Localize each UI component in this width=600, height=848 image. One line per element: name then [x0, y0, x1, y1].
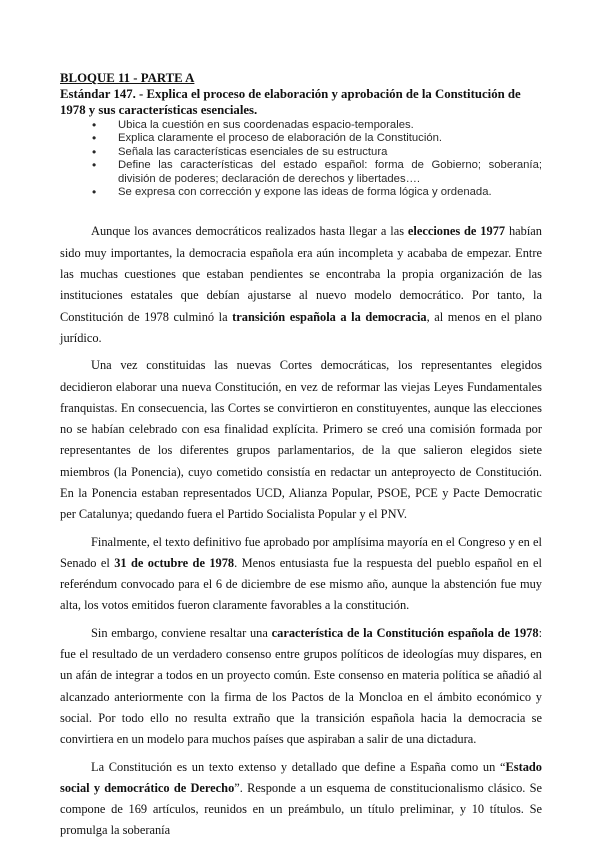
paragraph-1: Aunque los avances democráticos realizados hasta llegar a las elecciones de 1977 habían sido muy importantes, la democracia española era aún incompleta y acababa de empezar. Entre las muchas cuestiones que estaban pendientes se encontraba la propia organización de las instituciones estatales que debían ajustarse al nuevo modelo democrático. Por tanto, la Constitución de 1978 culminó la transición española a la democracia, al menos en el plano jurídico.: [60, 224, 542, 345]
criteria-item: • Señala las características esenciales de su estructura: [92, 146, 542, 159]
block-title: BLOQUE 11 - PARTE A: [60, 71, 195, 85]
bold-term: elecciones de 1977: [407, 224, 506, 239]
bold-term: 31 de octubre de 1978: [114, 555, 235, 570]
document-page: [60, 70, 542, 848]
document-body: [60, 221, 542, 841]
criteria-item: • Ubica la cuestión en sus coordenadas espacio-temporales.: [92, 119, 542, 132]
paragraph-2: Una vez constituidas las nuevas Cortes democráticas, los representantes elegidos decidieron elaborar una nueva Constitución, en vez de reformar las viejas Leyes Fundamentales franquistas. En consecuencia, las Cortes se convirtieron en constituyentes, aunque las elecciones no se habían celebrado con esa finalidad explícita. Primero se creó una comisión formada por representantes de los diferentes grupos parlamentarios, de la que salieron elegidos siete miembros (la Ponencia), cuyo cometido consistía en redactar un anteproyecto de Constitución. En la Ponencia estaban representados UCD, Alianza Popular, PSOE, PCE y Pacte Democratic per Catalunya; quedando fuera el Partido Socialista Popular y el PNV.: [60, 358, 542, 522]
criteria-list: [60, 119, 542, 199]
bold-term: Estado social y democrático de Derecho: [60, 759, 542, 795]
paragraph-3: Finalmente, el texto definitivo fue aprobado por amplísima mayoría en el Congreso y en el Senado el 31 de octubre de 1978. Menos entusiasta fue la respuesta del pueblo español en el referéndum convocado para el 6 de diciembre de ese mismo año, aunque la abstención fue muy alta, los votos emitidos fueron claramente favorables a la constitución.: [60, 534, 542, 613]
criteria-item: • Explica claramente el proceso de elaboración de la Constitución.: [92, 132, 542, 145]
bold-term: transición española a la democracia: [232, 309, 427, 324]
paragraph-5: La Constitución es un texto extenso y detallado que define a España como un “Estado social y democrático de Derecho”. Responde a un esquema de constitucionalismo clásico. Se compone de 169 artículos, reunidos en un preámbulo, un título preliminar, y 10 títulos. Se promulga la soberanía: [60, 759, 542, 838]
criteria-item: • Define las características del estado español: forma de Gobierno; soberanía; división de poderes; declaración de derechos y libertades….: [92, 159, 542, 186]
criteria-item: • Se expresa con corrección y expone las ideas de forma lógica y ordenada.: [92, 186, 542, 199]
paragraph-4: Sin embargo, conviene resaltar una característica de la Constitución española de 1978: fue el resultado de un verdadero consenso entre grupos políticos de ideologías muy dispares, en un afán de integrar a todos en un proyecto común. Este consenso en materia política se añadió al alcanzado anteriormente con la firma de los Pactos de la Moncloa en el ámbito económico y social. Por todo ello no resulta extraño que la transición española hacia la democracia se convirtiera en un modelo para muchos países que aspiraban a salir de una dictadura.: [60, 625, 543, 747]
standard-title: Estándar 147. - Explica el proceso de elaboración y aprobación de la Constitución de 1978 y sus características esenciales.: [60, 87, 521, 117]
bold-term: característica de la Constitución española de 1978: [271, 625, 539, 640]
